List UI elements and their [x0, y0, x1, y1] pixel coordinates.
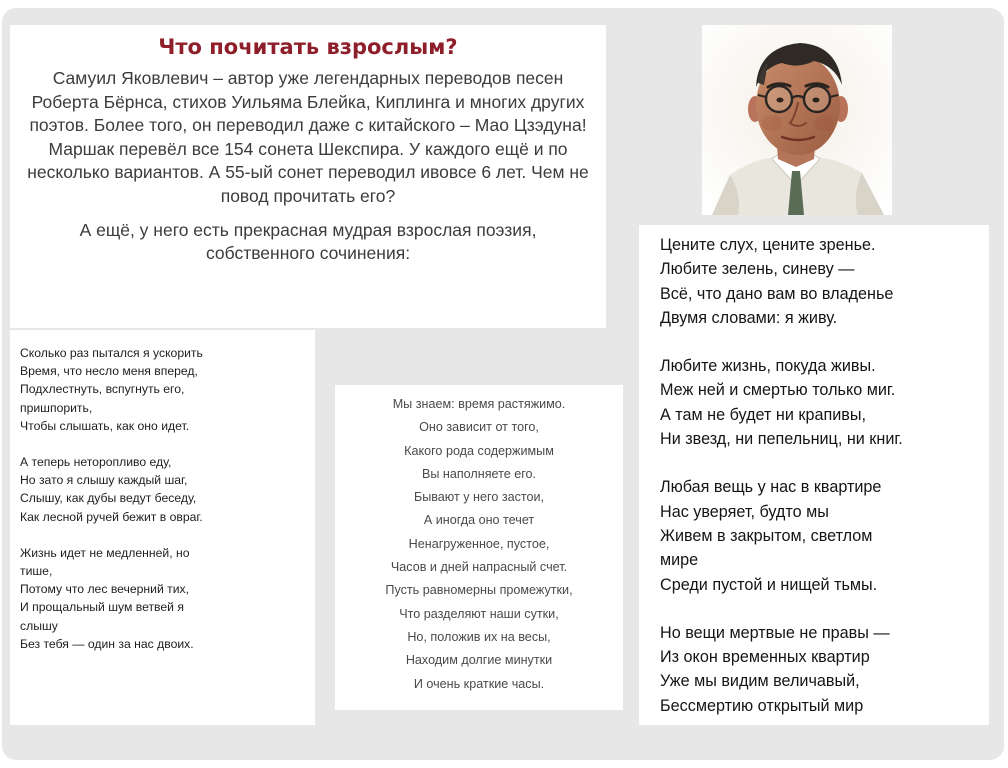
portrait-illustration-icon — [702, 25, 892, 215]
poem-stanza: Любите жизнь, покуда живы. Меж ней и смертью только миг. А там не будет ни крапивы, Ни звезд, ни пепельниц, ни книг. — [660, 357, 903, 449]
poem-stanza: Сколько раз пытался я ускорить Время, что несло меня вперед, Подхлестнуть, вспугнуть его, пришпорить, Чтобы слышать, как оно идет. — [20, 346, 203, 433]
intro-card — [10, 25, 606, 328]
poem-stanza: Цените слух, цените зренье. Любите зелень, синеву — Всё, что дано вам во владенье Двумя словами: я живу. — [660, 236, 894, 327]
poem-stanza: А теперь неторопливо еду, Но зато я слышу каждый шаг, Слышу, как дубы ведут беседу, Как лесной ручей бежит в овраг. — [20, 455, 203, 524]
poem-stanza: Но вещи мертвые не правы — Из окон временных квартир Уже мы видим величавый, Бессмертию открытый мир — [660, 623, 890, 715]
page-title: Что почитать взрослым? — [158, 35, 458, 59]
intro-paragraph: Самуил Яковлевич – автор уже легендарных переводов песен Роберта Бёрнса, стихов Уильяма Блейка, Киплинга и многих других поэтов. Более того, он переводил даже с китайского – Мао Цзэдуна! Маршак перевёл все 154 сонета Шекспира. У каждого ещё и по несколько вариантов. А 55-ый сонет переводил ивовсе 6 лет. Чем не повод прочитать его? — [27, 68, 589, 206]
poem-card-left — [10, 330, 315, 725]
poem-card-middle — [335, 385, 623, 710]
intro-paragraph-2: А ещё, у него есть прекрасная мудрая взрослая поэзия, собственного сочинения: — [79, 219, 537, 264]
author-portrait — [702, 25, 892, 215]
poem-stanza: Любая вещь у нас в квартире Нас уверяет, будто мы Живем в закрытом, светлом мире Среди пустой и нищей тьмы. — [660, 478, 882, 594]
poem-card-right — [639, 225, 989, 725]
poem-stanza: Жизнь идет не медленней, но тише, Потому что лес вечерний тих, И прощальный шум ветвей я слышу Без тебя — один за нас двоих. — [20, 545, 194, 651]
poem-text: Мы знаем: время растяжимо. Оно зависит от того, Какого рода содержимым Вы наполняете его. Бывают у него застои, А иногда оно течет Ненагруженное, пустое, Часов и дней напрасный счет. Пусть равномерны промежутки, Что разделяют наши сутки, Но, положив их на весы, Находим долгие минутки И очень краткие часы. — [385, 397, 573, 691]
